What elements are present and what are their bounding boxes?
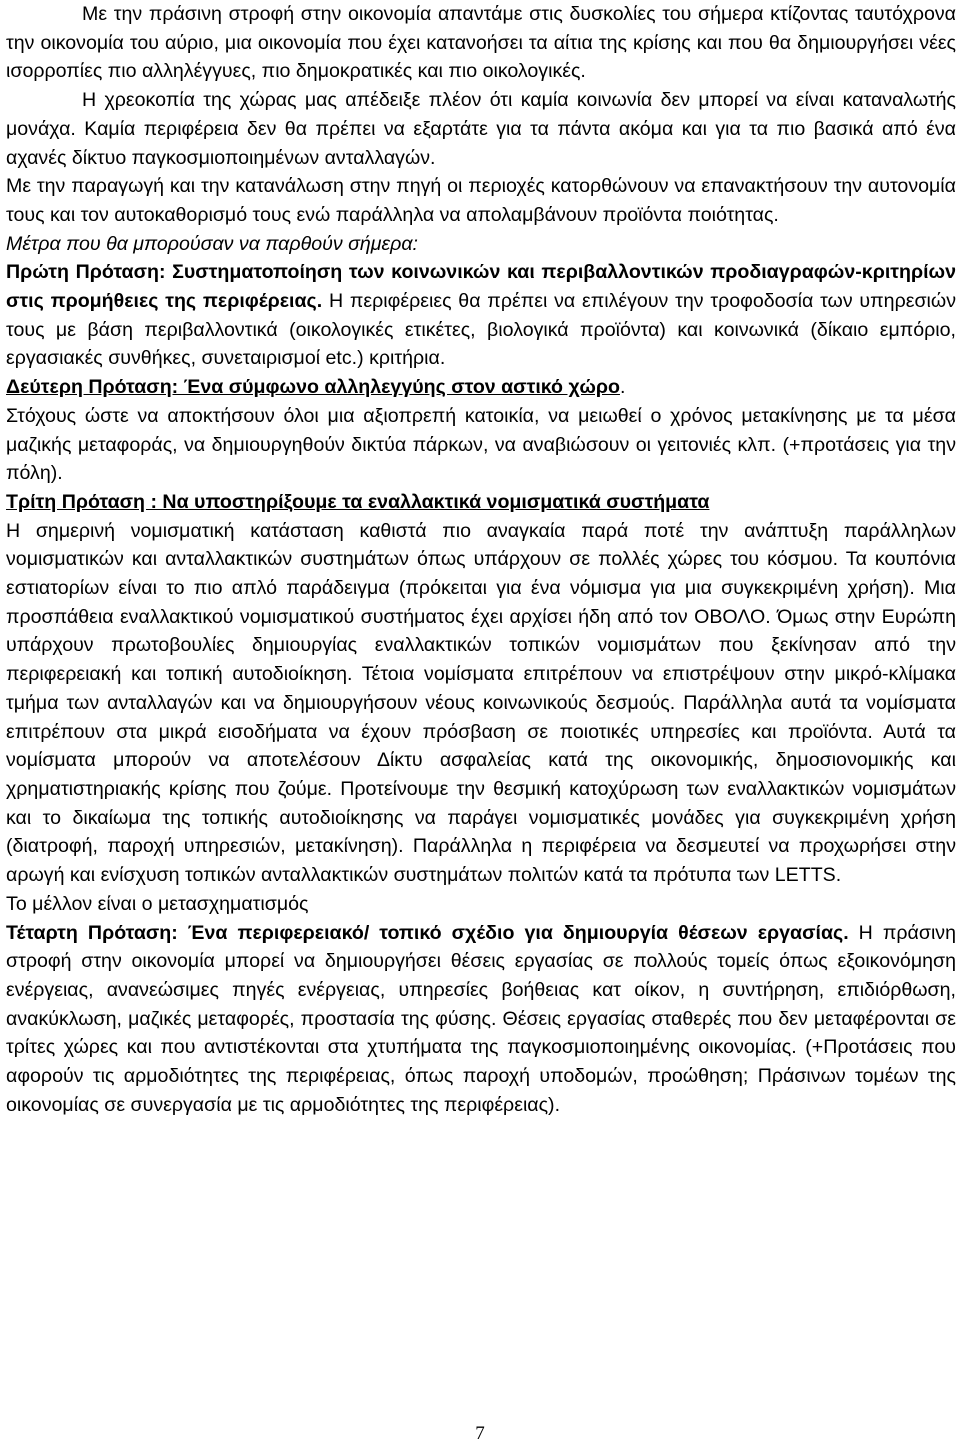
proposal-4-body: Η πράσινη στροφή στην οικονομία μπορεί να δημιουργήσει θέσεις εργασίας σε πολλούς τομείς όπως εξοικονόμηση ενέργειας, ανανεώσιμες πηγές ενέργειας, υπηρεσίες βοήθειας κατ οίκον, η συντήρηση, επιδιόρθωση, ανακύκλωση, μαζικές μεταφορές, προστασία της φύσης. Θέσεις εργασίας σταθερές που δεν μεταφέρονται σε τρίτες χώρες και που αντιστέκονται στα χτυπήματα της παγκοσμιοποιημένης οικονομίας. (+Προτάσεις που αφορούν τις αρμοδιότητες της περιφέρειας, όπως παροχή υποδομών, προώθηση; Πράσινων τομέων της οικονομίας σε συνεργασία με τις αρμοδιότητες της περιφέρειας). bbox=[6, 921, 956, 1116]
paragraph-intro bbox=[6, 0, 956, 86]
proposal-4-title-end: . bbox=[843, 921, 849, 944]
proposal-2-body-text: Στόχους ώστε να αποκτήσουν όλοι μια αξιοπρεπή κατοικία, να μειωθεί ο χρόνος μετακίνησης με τα μέσα μαζικής μεταφοράς, να δημιουργηθούν δικτύα πάρκων, να αναβιώσουν οι γειτονιές κλπ. (+προτάσεις για την πόλη). bbox=[6, 404, 956, 485]
document-body bbox=[6, 0, 956, 1119]
proposal-1-title: Πρώτη Πρόταση: Συστηματοποίηση των κοινωνικών και περιβαλλοντικών προδιαγραφών-κριτηρίων στις προμήθειες της περιφέρειας bbox=[6, 261, 956, 313]
paragraph-production bbox=[6, 172, 956, 229]
proposal-2 bbox=[6, 373, 956, 402]
proposal-3-body bbox=[6, 517, 956, 890]
paragraph-intro-text: Με την πράσινη στροφή στην οικονομία απαντάμε στις δυσκολίες του σήμερα κτίζοντας ταυτόχρονα την οικονομία του αύριο, μια οικονομία που έχει κατανοήσει τα αίτια της κρίσης και που θα δημιουργήσει νέες ισορροπίες πιο αλληλέγγυες, πιο δημοκρατικές και πιο οικολογικές. bbox=[6, 3, 956, 83]
proposal-4-title: Τέταρτη Πρόταση: Ένα περιφερειακό/ τοπικό σχέδιο για δημιουργία θέσεων εργασίας bbox=[6, 921, 844, 944]
paragraph-production-text: Με την παραγωγή και την κατανάλωση στην πηγή οι περιοχές κατορθώνουν να επανακτήσουν την αυτονομία τους και τον αυτοκαθορισμό τους ενώ παράλληλα να απολαμβάνουν προϊόντα ποιότητας. bbox=[6, 175, 956, 226]
future-line bbox=[6, 890, 956, 919]
page-number: 7 bbox=[475, 1423, 485, 1444]
measures-heading bbox=[6, 230, 956, 259]
proposal-4 bbox=[6, 919, 956, 1120]
proposal-3-title: Τρίτη Πρόταση : Να υποστηρίξουμε τα εναλλακτικά νομισματικά συστήματα bbox=[6, 490, 710, 513]
proposal-1 bbox=[6, 258, 956, 373]
proposal-2-title: Δεύτερη Πρόταση: Ένα σύμφωνο αλληλεγγύης στον αστικό χώρο bbox=[6, 376, 620, 399]
proposal-1-body: Η περιφέρειες θα πρέπει να επιλέγουν την τροφοδοσία των υπηρεσιών τους με βάση περιβαλλοντικά (οικολογικές ετικέτες, βιολογικά προϊόντα) και κοινωνικά (δίκαιο εμπόριο, εργασιακές συνθήκες, συνεταιρισμοί etc.) κριτήρια. bbox=[6, 290, 956, 370]
measures-heading-text: Μέτρα που θα μπορούσαν να παρθούν σήμερα: bbox=[6, 232, 418, 255]
proposal-1-title-end: . bbox=[316, 290, 323, 313]
future-line-text: Το μέλλον είναι ο μετασχηματισμός bbox=[6, 892, 309, 915]
proposal-3 bbox=[6, 488, 956, 517]
paragraph-bankruptcy bbox=[6, 86, 956, 172]
proposal-2-title-end: . bbox=[619, 376, 626, 399]
proposal-2-body bbox=[6, 402, 956, 488]
paragraph-bankruptcy-text: Η χρεοκοπία της χώρας μας απέδειξε πλέον ότι καμία κοινωνία δεν μπορεί να είναι καταναλωτής μονάχα. bbox=[6, 89, 956, 140]
proposal-3-body-text: Η σημερινή νομισματική κατάσταση καθιστά πιο αναγκαία παρά ποτέ την ανάπτυξη παράλληλων νομισματικών και ανταλλακτικών συστημάτων όπως υπάρχουν σε πολλές χώρες του κόσμου. Τα κουπόνια εστιατορίων είναι το πιο απλό παράδειγμα (πρόκειται για ένα νόμισμα για μια συγκεκριμένη χρήση). Μια προσπάθεια εναλλακτικού νομισματικού συστήματος έχει αρχίσει ήδη από τον ΟΒΟΛΟ. Όμως στην Ευρώπη υπάρχουν πρωτοβουλίες δημιουργίας εναλλακτικών τοπικών νομισμάτων που ξεκίνησαν από την περιφερειακή και τοπική αυτοδιοίκηση. Τέτοια νομίσματα επιτρέπουν να επιστρέψουν στην μικρό-κλίμακα τμήμα των ανταλλαγών και να δημιουργήσουν νέους κοινωνικούς δεσμούς. Παράλληλα αυτά τα νομίσματα επιτρέπουν στα μικρά εισοδήματα να έχουν πρόσβαση σε ποιοτικές υπηρεσίες και προϊόντα. Αυτά τα νομίσματα μπορούν να αποτελέσουν Δίκτυ ασφαλείας κατά της οικονομικής, δημοσιονομικής και χρηματιστηριακής κρίσης που ζούμε. Προτείνουμε την θεσμική κατοχύρωση των εναλλακτικών νομισμάτων και το δικαίωμα της τοπικής αυτοδιοίκησης να παράγει νομισματικές μονάδες για συγκεκριμένη χρήση (διατροφή, παροχή υπηρεσιών, μετακίνηση). Παράλληλα η περιφέρεια να δεσμευτεί να προχωρήσει στην αρωγή και ενίσχυση τοπικών ανταλλακτικών συστημάτων πολιτών κατά τα πρότυπα των LETTS. bbox=[6, 519, 956, 887]
paragraph-bankruptcy-text-cont: Καμία περιφέρεια δεν θα πρέπει να εξαρτάτε για τα πάντα ακόμα και για τα πιο βασικά από ένα αχανές δίκτυο παγκοσμιοποιημένων ανταλλαγών. bbox=[6, 117, 956, 169]
